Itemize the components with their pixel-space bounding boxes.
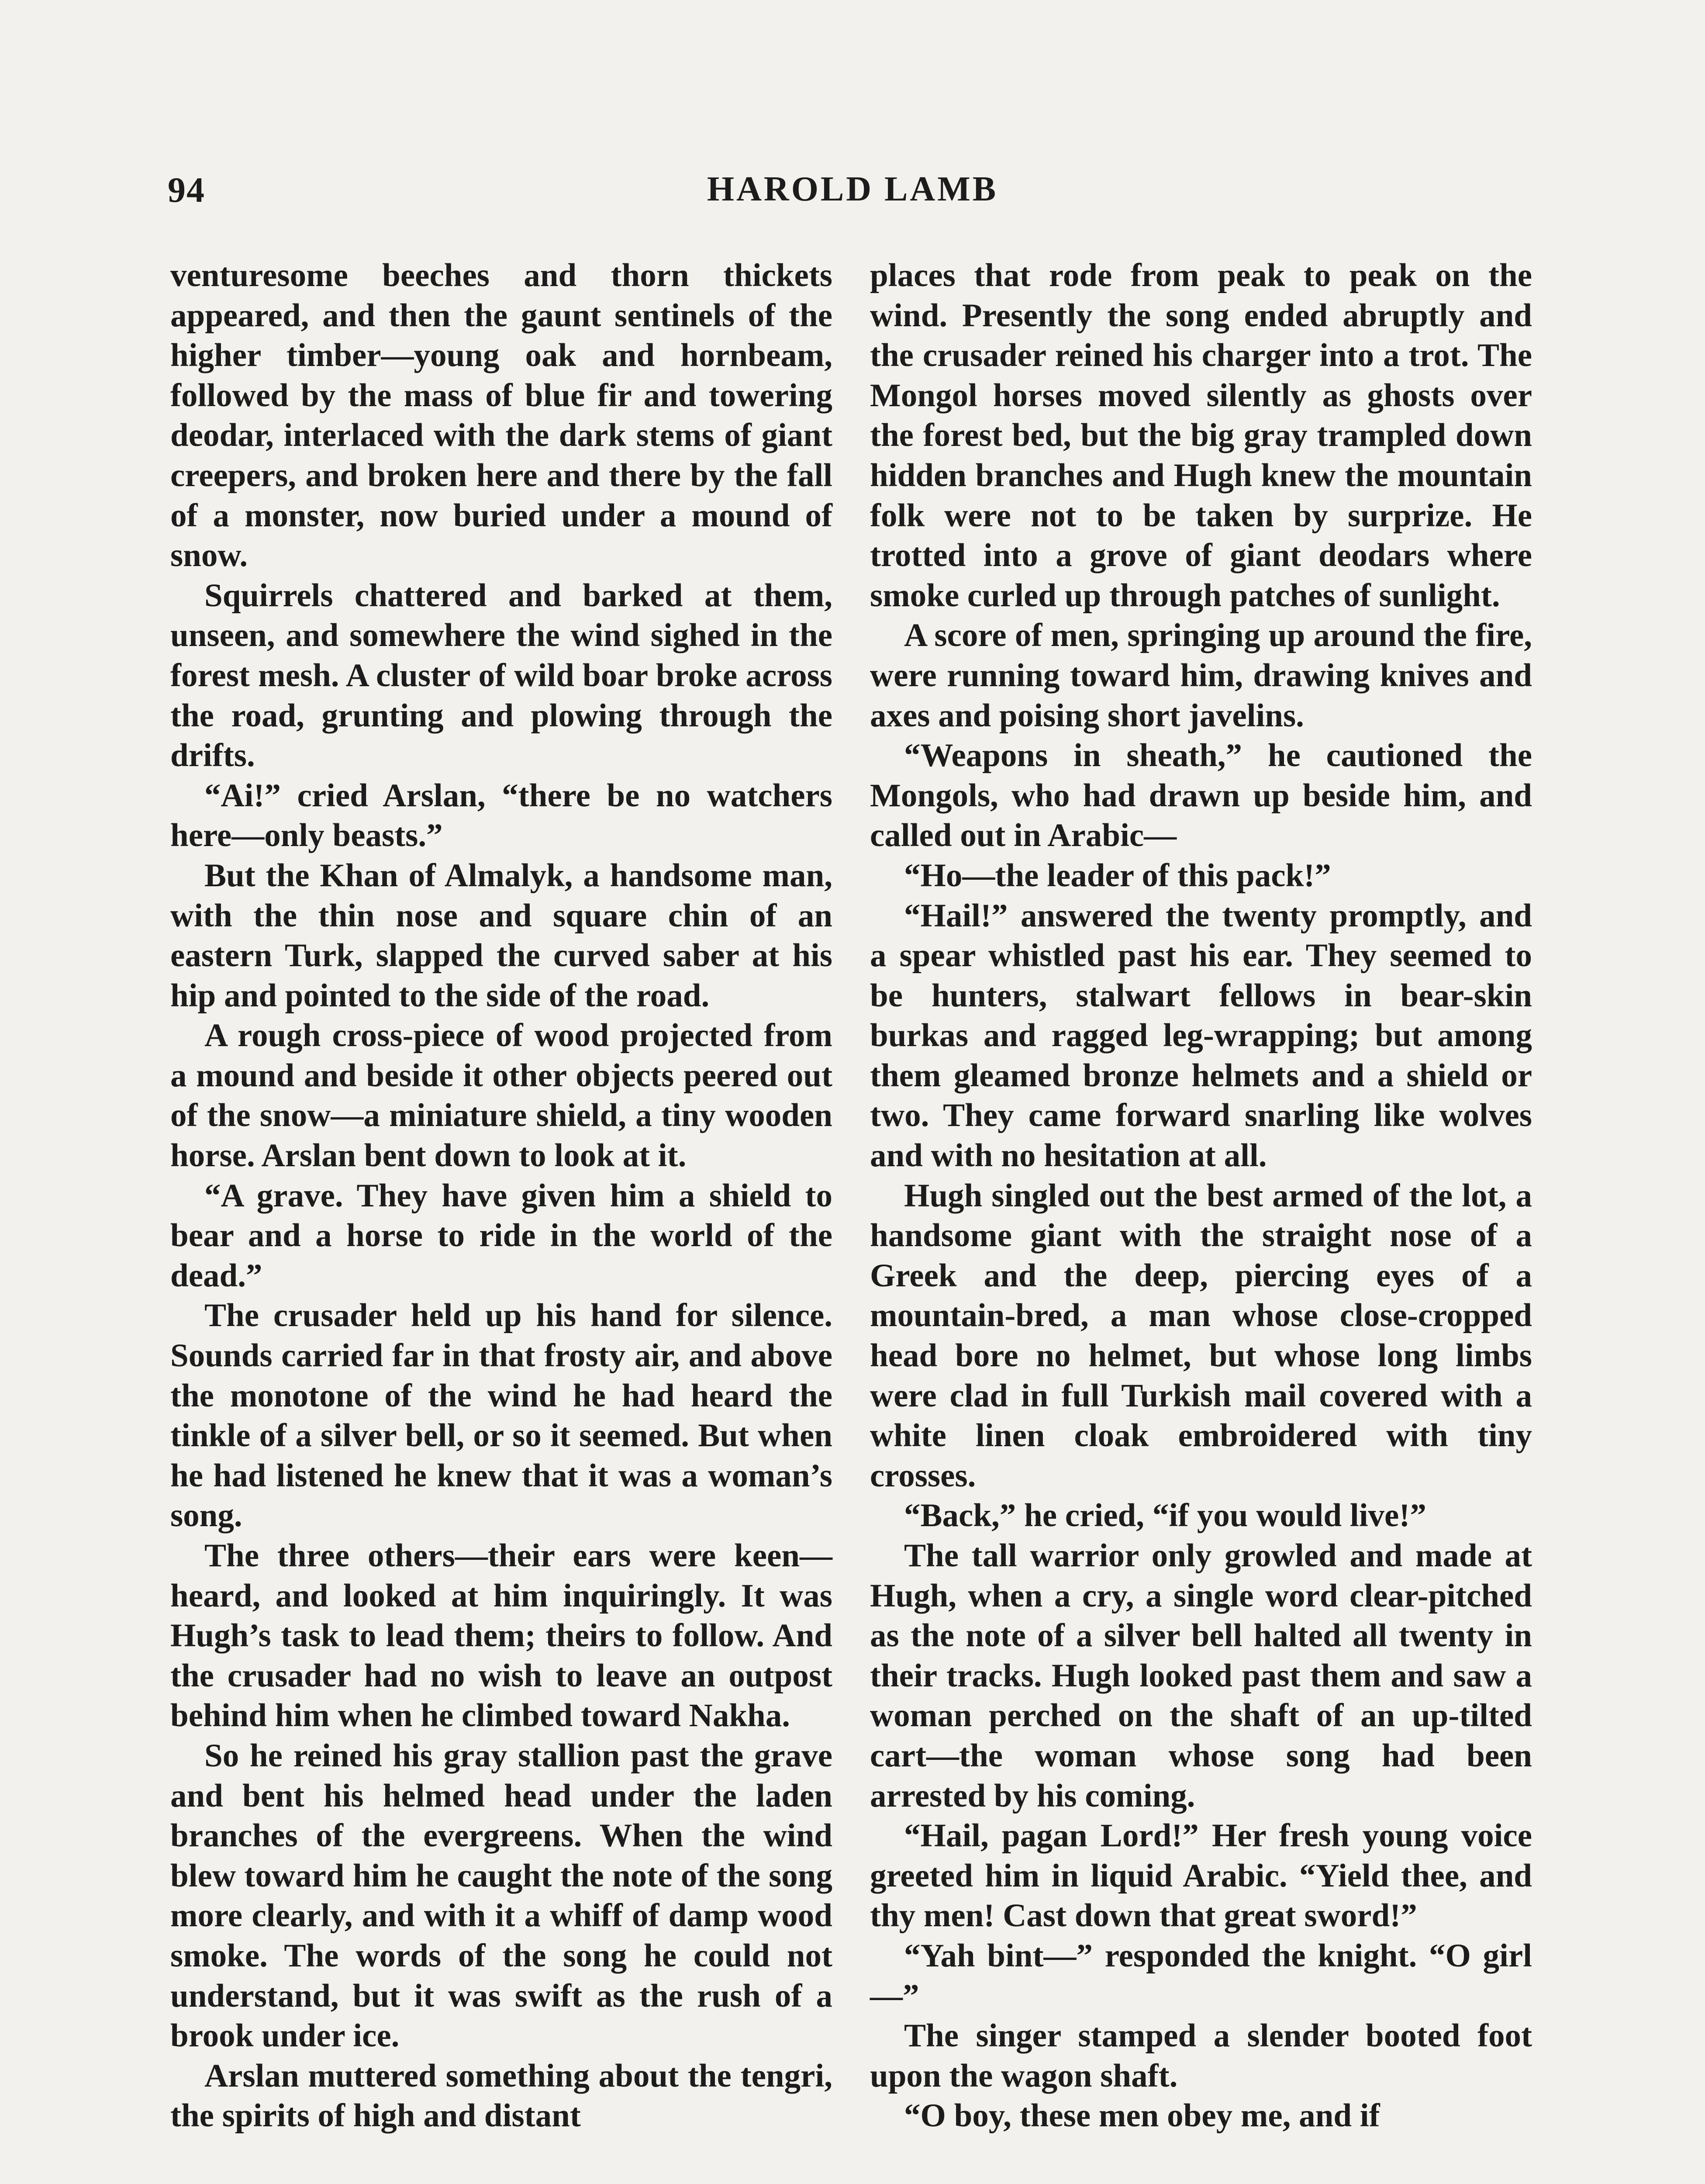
paragraph: “Hail!” answered the twenty promptly, and a spear whistled past his ear. They seemed to be hunters, stalwart fellows in bear-skin burkas and ragged leg-wrapping; but among them gleamed bronze helmets and a shield or two. They came forward snarling like wolves and with no hesitation at all. bbox=[870, 897, 1532, 1174]
paragraph: places that rode from peak to peak on the wind. Presently the song ended abruptly and the crusader reined his charger into a trot. The Mongol horses moved silently as ghosts over the forest bed, but the big gray trampled down hidden branches and Hugh knew the mountain folk were not to be taken by surprize. He trotted into a grove of giant deodars where smoke curled up through patches of sunlight. bbox=[870, 257, 1532, 614]
paragraph: “O boy, these men obey me, and if bbox=[904, 2098, 1380, 2134]
paragraph: “Back,” he cried, “if you would live!” bbox=[904, 1497, 1426, 1534]
paragraph: venturesome beeches and thorn thickets appeared, and then the gaunt sentinels of the higher timber—young oak and hornbeam, followed by the mass of blue fir and towering deodar, interlaced with the dark stems of giant creepers, and broken here and there by the fall of a monster, now buried under a mound of snow. bbox=[170, 257, 832, 574]
running-head: HAROLD LAMB bbox=[707, 170, 998, 208]
paragraph: But the Khan of Almalyk, a handsome man, with the thin nose and square chin of an eastern Turk, slapped the curved saber at his hip and pointed to the side of the road. bbox=[170, 857, 832, 1014]
paragraph: A score of men, springing up around the fire, were running toward him, drawing knives and axes and poising short javelins. bbox=[870, 617, 1532, 734]
page-number: 94 bbox=[168, 170, 205, 210]
paragraph: The singer stamped a slender booted foot upon the wagon shaft. bbox=[870, 2018, 1532, 2094]
paragraph: “Ai!” cried Arslan, “there be no watchers here—only beasts.” bbox=[170, 777, 832, 854]
paragraph: “Weapons in sheath,” he cautioned the Mongols, who had drawn up beside him, and called out in Arabic— bbox=[870, 737, 1532, 854]
paragraph: A rough cross-piece of wood projected from a mound and beside it other objects peered out of the snow—a miniature shield, a tiny wooden horse. Arslan bent down to look at it. bbox=[170, 1017, 832, 1174]
paragraph: The three others—their ears were keen—heard, and looked at him inquiringly. It was Hugh’s task to lead them; theirs to follow. And the crusader had no wish to leave an outpost behind him when he climbed toward Nakha. bbox=[170, 1538, 832, 1734]
paragraph: “Yah bint—” responded the knight. “O girl—” bbox=[870, 1937, 1532, 2014]
paragraph: The tall warrior only growled and made at Hugh, when a cry, a single word clear-pitched as the note of a silver bell halted all twenty in their tracks. Hugh looked past them and saw a woman perched on the shaft of an up-tilted cart—the woman whose song had been arrested by his coming. bbox=[870, 1538, 1532, 1814]
paragraph: “Hail, pagan Lord!” Her fresh young voice greeted him in liquid Arabic. “Yield thee, and thy men! Cast down that great sword!” bbox=[870, 1818, 1532, 1934]
paragraph: “Ho—the leader of this pack!” bbox=[904, 857, 1331, 894]
paragraph: So he reined his gray stallion past the grave and bent his helmed head under the laden branches of the evergreens. When the wind blew toward him he caught the note of the song more clearly, and with it a whiff of damp wood smoke. The words of the song he could not understand, but it was swift as the rush of a brook under ice. bbox=[170, 1737, 832, 2054]
paragraph: The crusader held up his hand for silence. Sounds carried far in that frosty air, and above the monotone of the wind he had heard the tinkle of a silver bell, or so it seemed. But when he had listened he knew that it was a woman’s song. bbox=[170, 1297, 832, 1534]
paragraph: Hugh singled out the best armed of the lot, a handsome giant with the straight nose of a Greek and the deep, piercing eyes of a mountain-bred, a man whose close-cropped head bore no helmet, but whose long limbs were clad in full Turkish mail covered with a white linen cloak embroidered with tiny crosses. bbox=[870, 1177, 1532, 1494]
right-column bbox=[870, 256, 1532, 2136]
left-column bbox=[170, 256, 832, 2136]
paragraph: “A grave. They have given him a shield to bear and a horse to ride in the world of the dead.” bbox=[170, 1177, 832, 1294]
paragraph: Squirrels chattered and barked at them, unseen, and somewhere the wind sighed in the forest mesh. A cluster of wild boar broke across the road, grunting and plowing through the drifts. bbox=[170, 577, 832, 774]
paragraph: Arslan muttered something about the tengri, the spirits of high and distant bbox=[170, 2057, 832, 2134]
